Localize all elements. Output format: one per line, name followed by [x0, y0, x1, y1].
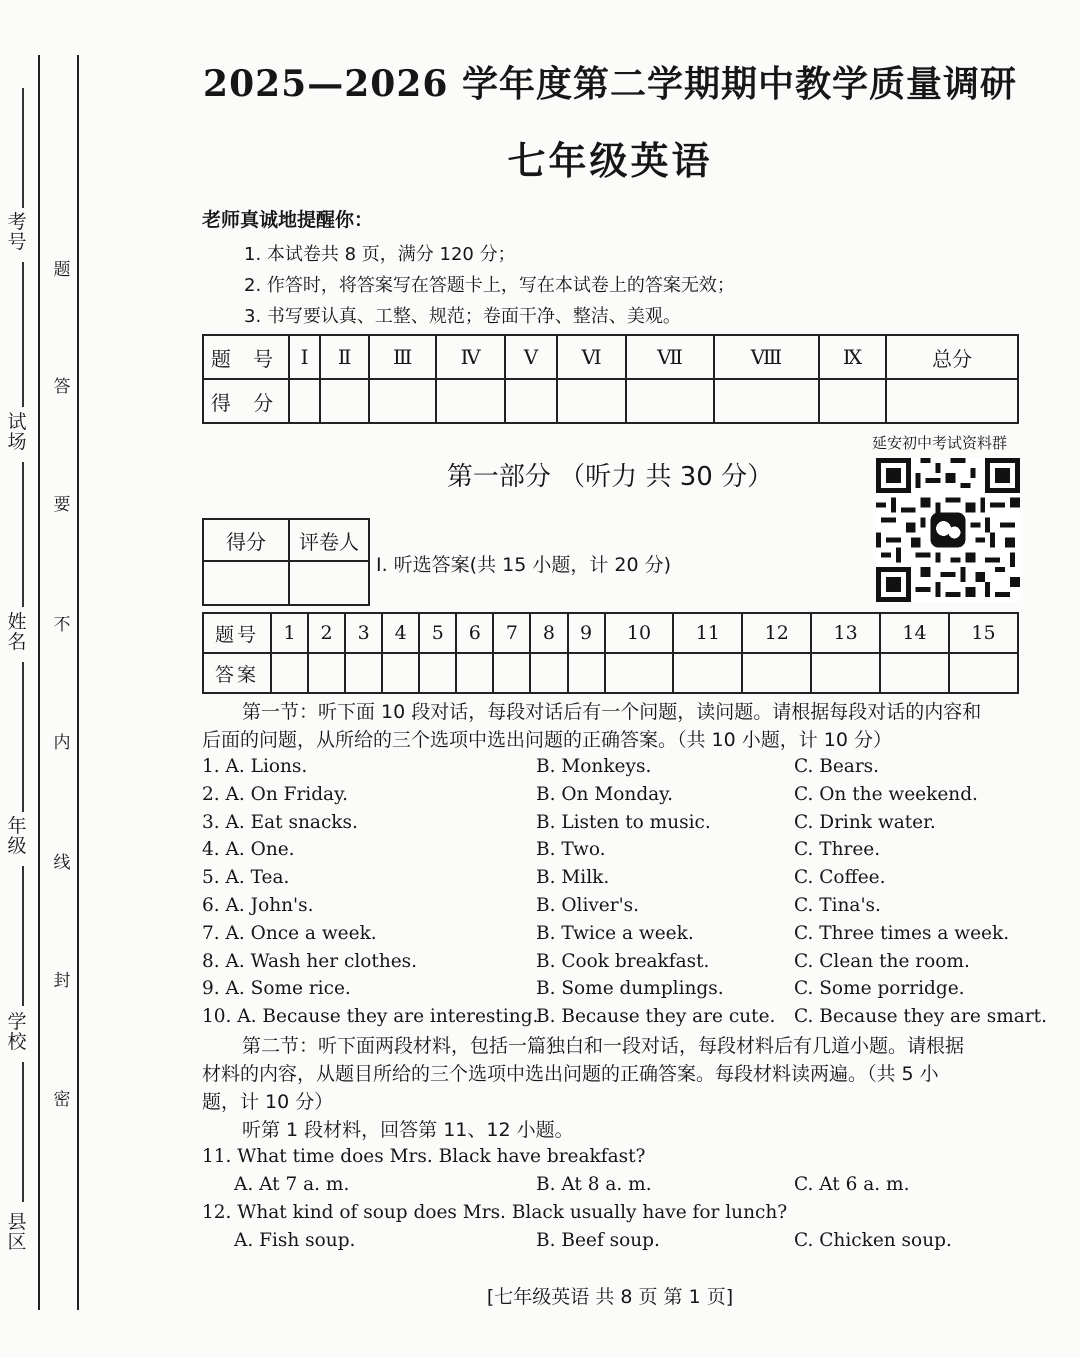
seal-char: 封: [53, 971, 71, 991]
qr-caption: 延安初中考试资料群: [872, 434, 1008, 452]
score-cell[interactable]: [819, 379, 886, 423]
option-a[interactable]: 5. A. Tea.: [202, 867, 290, 889]
answer-cell[interactable]: [271, 653, 308, 693]
answer-number: 2: [308, 613, 345, 653]
instruction-line: 第二节：听下面两段材料，包括一篇独白和一段对话，每段材料后有几道小题。请根据: [242, 1035, 965, 1057]
answer-number: 3: [345, 613, 382, 653]
option-b[interactable]: B. Because they are cute.: [536, 1006, 776, 1028]
option-a[interactable]: 3. A. Eat snacks.: [202, 811, 358, 833]
material-note: 听第 1 段材料，回答第 11、12 小题。: [242, 1119, 574, 1141]
answer-cell[interactable]: [568, 653, 605, 693]
answer-table: [202, 612, 1019, 694]
score-cell[interactable]: [289, 379, 320, 423]
score-table-col-total: 总分: [886, 335, 1018, 379]
answer-number: 13: [811, 613, 880, 653]
score-table-col: Ⅶ: [626, 335, 713, 379]
grader-box: [202, 518, 370, 606]
margin-line-right: [77, 55, 79, 1310]
answer-number: 4: [382, 613, 419, 653]
answer-number: 11: [673, 613, 742, 653]
score-table-col: Ⅵ: [557, 335, 627, 379]
option-b[interactable]: B. Two.: [536, 839, 606, 861]
option-b[interactable]: B. Twice a week.: [536, 922, 694, 944]
option-b[interactable]: B. At 8 a. m.: [536, 1174, 652, 1195]
option-a[interactable]: 6. A. John's.: [202, 895, 314, 916]
answer-cell[interactable]: [811, 653, 880, 693]
score-cell[interactable]: [505, 379, 557, 423]
exam-subtitle: 七年级英语: [507, 139, 713, 183]
grader-name-label: 评卷人: [289, 519, 369, 561]
field-exam-room: 试场: [7, 411, 27, 453]
page-footer: [七年级英语 共 8 页 第 1 页]: [486, 1286, 734, 1308]
part2-instructions: [202, 1032, 1022, 1144]
field-exam-number: 考号: [7, 211, 27, 253]
part1-instructions: [202, 698, 1022, 754]
option-c[interactable]: C. At 6 a. m.: [794, 1174, 910, 1195]
option-b[interactable]: B. Cook breakfast.: [536, 950, 710, 972]
grader-score-cell[interactable]: [203, 561, 289, 605]
field-rule: [22, 262, 24, 407]
answer-cell[interactable]: [530, 653, 567, 693]
score-table-header-label: 题 号: [203, 335, 289, 379]
answer-number: 5: [419, 613, 456, 653]
option-b[interactable]: B. On Monday.: [536, 783, 674, 805]
reminder-item: 1. 本试卷共 8 页，满分 120 分；: [244, 244, 516, 265]
score-cell[interactable]: [886, 379, 1018, 423]
score-table-col: Ⅳ: [436, 335, 505, 379]
score-table-col: Ⅱ: [320, 335, 369, 379]
option-b[interactable]: B. Some dumplings.: [536, 978, 724, 1000]
answer-table-number-label: 题号: [203, 613, 271, 653]
field-rule: [22, 1062, 24, 1202]
score-table-col: Ⅸ: [819, 335, 886, 379]
option-b[interactable]: B. Monkeys.: [536, 756, 652, 777]
option-c[interactable]: C. Coffee.: [794, 867, 886, 889]
question-stem: 11. What time does Mrs. Black have breakfast?: [202, 1146, 646, 1167]
score-cell[interactable]: [557, 379, 627, 423]
seal-char: 密: [53, 1090, 71, 1110]
answer-number: 10: [605, 613, 674, 653]
reminder-item: 2. 作答时，将答案写在答题卡上，写在本试卷上的答案无效；: [244, 275, 735, 296]
grader-score-label: 得分: [203, 519, 289, 561]
seal-char: 不: [53, 615, 71, 635]
answer-number: 14: [880, 613, 949, 653]
answer-number: 15: [949, 613, 1018, 653]
answer-number: 9: [568, 613, 605, 653]
answer-number: 6: [456, 613, 493, 653]
option-c[interactable]: C. Drink water.: [794, 811, 936, 833]
instruction-line: 材料的内容，从题目所给的三个选项中选出问题的正确答案。每段材料读两遍。（共 5 小: [202, 1063, 939, 1085]
score-cell[interactable]: [369, 379, 436, 423]
option-c[interactable]: C. Three times a week.: [794, 922, 1010, 944]
margin-line-left: [38, 55, 40, 1310]
option-a[interactable]: 1. A. Lions.: [202, 756, 308, 777]
field-county: 县区: [7, 1211, 27, 1253]
option-a[interactable]: 10. A. Because they are interesting.: [202, 1006, 539, 1028]
answer-cell[interactable]: [493, 653, 530, 693]
answer-cell[interactable]: [308, 653, 345, 693]
seal-char: 答: [53, 377, 71, 397]
section-one-title: Ⅰ. 听选答案(共 15 小题，计 20 分): [376, 554, 672, 576]
option-b[interactable]: B. Listen to music.: [536, 811, 711, 833]
answer-table-answer-label: 答案: [203, 653, 271, 693]
score-cell[interactable]: [714, 379, 819, 423]
instruction-line: 题，计 10 分）: [202, 1091, 334, 1113]
answer-cell[interactable]: [742, 653, 811, 693]
answer-cell[interactable]: [345, 653, 382, 693]
answer-cell[interactable]: [673, 653, 742, 693]
score-cell[interactable]: [436, 379, 505, 423]
score-cell[interactable]: [320, 379, 369, 423]
option-a[interactable]: A. At 7 a. m.: [234, 1174, 350, 1195]
option-c[interactable]: C. Tina's.: [794, 895, 881, 916]
field-grade: 年级: [7, 815, 27, 857]
field-rule: [22, 866, 24, 1006]
field-rule: [22, 88, 24, 208]
option-a[interactable]: 7. A. Once a week.: [202, 922, 377, 944]
option-c[interactable]: C. On the weekend.: [794, 783, 978, 805]
part-one-title: 第一部分 （听力 共 30 分）: [446, 462, 774, 492]
option-b[interactable]: B. Oliver's.: [536, 895, 640, 916]
answer-number: 8: [530, 613, 567, 653]
option-a[interactable]: 9. A. Some rice.: [202, 978, 351, 1000]
score-cell[interactable]: [626, 379, 713, 423]
answer-cell[interactable]: [456, 653, 493, 693]
answer-number: 12: [742, 613, 811, 653]
field-name: 姓名: [7, 611, 27, 653]
question-stem: 12. What kind of soup does Mrs. Black usually have for lunch?: [202, 1202, 788, 1223]
option-b[interactable]: B. Beef soup.: [536, 1230, 660, 1251]
instruction-line: 第一节：听下面 10 段对话，每段对话后有一个问题，读问题。请根据每段对话的内容和: [242, 701, 982, 723]
seal-char: 要: [53, 495, 71, 515]
exam-title: 2025—2026 学年度第二学期期中教学质量调研: [203, 63, 1017, 105]
field-school: 学校: [7, 1011, 27, 1053]
answer-cell[interactable]: [382, 653, 419, 693]
seal-char: 题: [53, 260, 71, 280]
score-table-row-label: 得 分: [203, 379, 289, 423]
option-c[interactable]: C. Because they are smart.: [794, 1006, 1047, 1028]
grader-name-cell[interactable]: [289, 561, 369, 605]
answer-number: 1: [271, 613, 308, 653]
reminder-heading: 老师真诚地提醒你：: [202, 209, 374, 231]
option-c[interactable]: C. Some porridge.: [794, 978, 965, 1000]
option-c[interactable]: C. Bears.: [794, 756, 880, 777]
score-table-col: Ⅲ: [369, 335, 436, 379]
option-a[interactable]: 8. A. Wash her clothes.: [202, 950, 418, 972]
seal-char: 线: [53, 853, 71, 873]
instruction-line: 后面的问题，从所给的三个选项中选出问题的正确答案。（共 10 小题，计 10 分）: [202, 729, 893, 751]
score-table: [202, 334, 1019, 424]
field-rule: [22, 462, 24, 607]
score-table-col: I: [289, 335, 320, 379]
answer-cell[interactable]: [419, 653, 456, 693]
option-a[interactable]: 2. A. On Friday.: [202, 783, 348, 805]
answer-cell[interactable]: [605, 653, 674, 693]
option-c[interactable]: C. Three.: [794, 839, 881, 861]
option-b[interactable]: B. Milk.: [536, 867, 610, 889]
score-table-col: V: [505, 335, 557, 379]
option-c[interactable]: C. Clean the room.: [794, 950, 970, 972]
answer-cell[interactable]: [949, 653, 1018, 693]
option-a[interactable]: A. Fish soup.: [234, 1230, 356, 1251]
answer-cell[interactable]: [880, 653, 949, 693]
seal-char: 内: [53, 733, 71, 753]
qr-code-icon: [876, 458, 1020, 602]
field-rule: [22, 662, 24, 812]
option-a[interactable]: 4. A. One.: [202, 839, 295, 861]
reminder-item: 3. 书写要认真、工整、规范；卷面干净、整洁、美观。: [244, 306, 681, 327]
answer-number: 7: [493, 613, 530, 653]
score-table-col: Ⅷ: [714, 335, 819, 379]
option-c[interactable]: C. Chicken soup.: [794, 1230, 952, 1251]
